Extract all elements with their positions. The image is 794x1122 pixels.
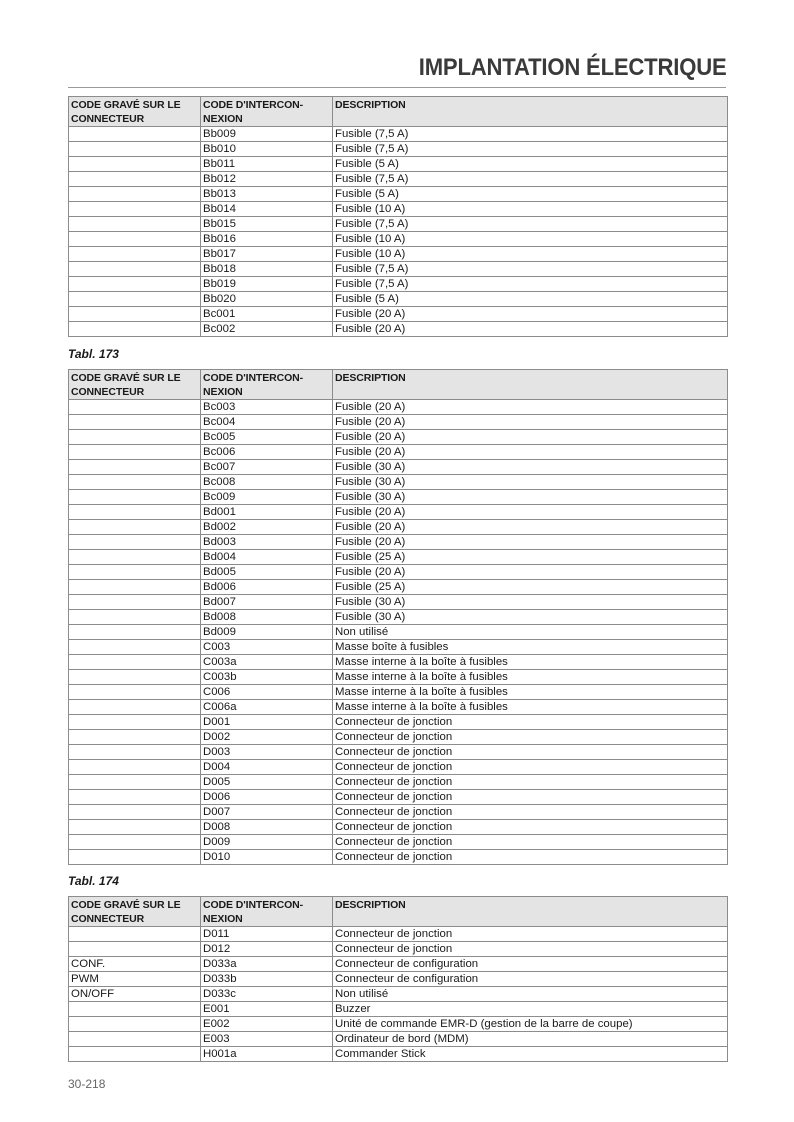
table-row: [69, 292, 728, 307]
description-cell: Fusible (25 A): [333, 580, 728, 595]
interconnection-code-cell: D003: [201, 745, 333, 760]
description-cell: Connecteur de jonction: [333, 820, 728, 835]
interconnection-code-cell: D012: [201, 942, 333, 957]
header-description: DESCRIPTION: [333, 97, 728, 127]
engraved-code-cell: [69, 535, 201, 550]
table-row: [69, 490, 728, 505]
table-row: [69, 610, 728, 625]
interconnection-code-cell: Bd002: [201, 520, 333, 535]
engraved-code-cell: [69, 850, 201, 865]
engraved-code-cell: [69, 430, 201, 445]
engraved-code-cell: [69, 927, 201, 942]
interconnection-code-cell: Bb018: [201, 262, 333, 277]
interconnection-code-cell: Bb017: [201, 247, 333, 262]
interconnection-code-cell: E002: [201, 1017, 333, 1032]
table-row: [69, 232, 728, 247]
table-row: [69, 172, 728, 187]
engraved-code-cell: [69, 262, 201, 277]
interconnection-code-cell: D001: [201, 715, 333, 730]
description-cell: Buzzer: [333, 1002, 728, 1017]
description-cell: Fusible (10 A): [333, 232, 728, 247]
description-cell: Fusible (5 A): [333, 292, 728, 307]
header-interconnection-code: CODE D'INTERCON-NEXION: [201, 97, 333, 127]
engraved-code-cell: [69, 942, 201, 957]
description-cell: Connecteur de jonction: [333, 730, 728, 745]
engraved-code-cell: [69, 1017, 201, 1032]
interconnection-code-cell: C003: [201, 640, 333, 655]
table-row: [69, 262, 728, 277]
table-row: [69, 277, 728, 292]
engraved-code-cell: [69, 247, 201, 262]
header-engraved-code: CODE GRAVÉ SUR LE CONNECTEUR: [69, 897, 201, 927]
interconnection-code-cell: Bb013: [201, 187, 333, 202]
engraved-code-cell: [69, 127, 201, 142]
description-cell: Connecteur de jonction: [333, 850, 728, 865]
description-cell: Connecteur de jonction: [333, 805, 728, 820]
description-cell: Connecteur de jonction: [333, 927, 728, 942]
engraved-code-cell: [69, 1032, 201, 1047]
interconnection-code-cell: Bb009: [201, 127, 333, 142]
connector-table: [68, 369, 728, 865]
table-row: [69, 565, 728, 580]
description-cell: Connecteur de jonction: [333, 835, 728, 850]
description-cell: Fusible (7,5 A): [333, 142, 728, 157]
engraved-code-cell: [69, 670, 201, 685]
table-header-row: [69, 897, 728, 927]
description-cell: Fusible (5 A): [333, 187, 728, 202]
table-row: [69, 655, 728, 670]
table-row: [69, 1017, 728, 1032]
header-description: DESCRIPTION: [333, 370, 728, 400]
table-row: [69, 700, 728, 715]
description-cell: Fusible (30 A): [333, 490, 728, 505]
interconnection-code-cell: Bd004: [201, 550, 333, 565]
table-row: [69, 1032, 728, 1047]
interconnection-code-cell: D008: [201, 820, 333, 835]
description-cell: Fusible (20 A): [333, 565, 728, 580]
engraved-code-cell: [69, 1002, 201, 1017]
interconnection-code-cell: Bb011: [201, 157, 333, 172]
table-row: [69, 157, 728, 172]
description-cell: Fusible (10 A): [333, 202, 728, 217]
interconnection-code-cell: Bc008: [201, 475, 333, 490]
engraved-code-cell: [69, 580, 201, 595]
interconnection-code-cell: Bd007: [201, 595, 333, 610]
table-row: [69, 142, 728, 157]
page-number: 30-218: [68, 1077, 106, 1091]
description-cell: Unité de commande EMR-D (gestion de la barre de coupe): [333, 1017, 728, 1032]
description-cell: Masse interne à la boîte à fusibles: [333, 655, 728, 670]
interconnection-code-cell: Bd008: [201, 610, 333, 625]
interconnection-code-cell: D006: [201, 790, 333, 805]
table-row: [69, 942, 728, 957]
engraved-code-cell: [69, 700, 201, 715]
table-row: [69, 580, 728, 595]
description-cell: Fusible (30 A): [333, 595, 728, 610]
interconnection-code-cell: Bb020: [201, 292, 333, 307]
description-cell: Fusible (20 A): [333, 415, 728, 430]
description-cell: Masse boîte à fusibles: [333, 640, 728, 655]
table-row: [69, 595, 728, 610]
description-cell: Fusible (10 A): [333, 247, 728, 262]
engraved-code-cell: [69, 322, 201, 337]
engraved-code-cell: [69, 142, 201, 157]
description-cell: Non utilisé: [333, 625, 728, 640]
interconnection-code-cell: Bc004: [201, 415, 333, 430]
engraved-code-cell: [69, 775, 201, 790]
description-cell: Connecteur de jonction: [333, 942, 728, 957]
interconnection-code-cell: Bb014: [201, 202, 333, 217]
description-cell: Fusible (20 A): [333, 535, 728, 550]
title-divider: [68, 87, 726, 88]
description-cell: Fusible (25 A): [333, 550, 728, 565]
engraved-code-cell: [69, 475, 201, 490]
description-cell: Fusible (7,5 A): [333, 217, 728, 232]
table-header-row: [69, 370, 728, 400]
interconnection-code-cell: D033c: [201, 987, 333, 1002]
description-cell: Connecteur de jonction: [333, 745, 728, 760]
engraved-code-cell: [69, 685, 201, 700]
description-cell: Masse interne à la boîte à fusibles: [333, 700, 728, 715]
interconnection-code-cell: D002: [201, 730, 333, 745]
table-row: [69, 730, 728, 745]
engraved-code-cell: [69, 550, 201, 565]
table-row: [69, 187, 728, 202]
description-cell: Connecteur de jonction: [333, 760, 728, 775]
interconnection-code-cell: C006a: [201, 700, 333, 715]
description-cell: Fusible (20 A): [333, 307, 728, 322]
table-row: [69, 445, 728, 460]
description-cell: Connecteur de configuration: [333, 972, 728, 987]
engraved-code-cell: [69, 595, 201, 610]
description-cell: Fusible (20 A): [333, 400, 728, 415]
description-cell: Connecteur de configuration: [333, 957, 728, 972]
description-cell: Fusible (20 A): [333, 322, 728, 337]
table-row: [69, 987, 728, 1002]
table-row: [69, 520, 728, 535]
engraved-code-cell: [69, 445, 201, 460]
table-row: [69, 430, 728, 445]
engraved-code-cell: [69, 655, 201, 670]
engraved-code-cell: CONF.: [69, 957, 201, 972]
interconnection-code-cell: Bd001: [201, 505, 333, 520]
interconnection-code-cell: D004: [201, 760, 333, 775]
interconnection-code-cell: C006: [201, 685, 333, 700]
connector-table: [68, 896, 728, 1062]
table-row: [69, 217, 728, 232]
table-row: [69, 307, 728, 322]
description-cell: Masse interne à la boîte à fusibles: [333, 685, 728, 700]
description-cell: Connecteur de jonction: [333, 775, 728, 790]
engraved-code-cell: [69, 460, 201, 475]
interconnection-code-cell: D011: [201, 927, 333, 942]
interconnection-code-cell: D033b: [201, 972, 333, 987]
interconnection-code-cell: Bc002: [201, 322, 333, 337]
table-row: [69, 322, 728, 337]
engraved-code-cell: [69, 610, 201, 625]
table-row: [69, 715, 728, 730]
table-header-row: [69, 97, 728, 127]
interconnection-code-cell: Bb015: [201, 217, 333, 232]
table-row: [69, 745, 728, 760]
table-row: [69, 850, 728, 865]
engraved-code-cell: ON/OFF: [69, 987, 201, 1002]
header-interconnection-code: CODE D'INTERCON-NEXION: [201, 370, 333, 400]
interconnection-code-cell: Bc001: [201, 307, 333, 322]
interconnection-code-cell: Bb010: [201, 142, 333, 157]
interconnection-code-cell: C003b: [201, 670, 333, 685]
table-row: [69, 760, 728, 775]
table-row: [69, 670, 728, 685]
description-cell: Fusible (20 A): [333, 445, 728, 460]
engraved-code-cell: [69, 277, 201, 292]
engraved-code-cell: [69, 520, 201, 535]
table-row: [69, 790, 728, 805]
interconnection-code-cell: Bc003: [201, 400, 333, 415]
engraved-code-cell: [69, 157, 201, 172]
description-cell: Masse interne à la boîte à fusibles: [333, 670, 728, 685]
description-cell: Fusible (7,5 A): [333, 127, 728, 142]
description-cell: Fusible (7,5 A): [333, 172, 728, 187]
description-cell: Ordinateur de bord (MDM): [333, 1032, 728, 1047]
description-cell: Fusible (20 A): [333, 430, 728, 445]
table-row: [69, 640, 728, 655]
interconnection-code-cell: D033a: [201, 957, 333, 972]
interconnection-code-cell: Bc007: [201, 460, 333, 475]
engraved-code-cell: PWM: [69, 972, 201, 987]
table-row: [69, 835, 728, 850]
table-row: [69, 1047, 728, 1062]
engraved-code-cell: [69, 187, 201, 202]
interconnection-code-cell: Bb019: [201, 277, 333, 292]
table-row: [69, 247, 728, 262]
table-caption: Tabl. 174: [68, 874, 119, 888]
table-row: [69, 625, 728, 640]
interconnection-code-cell: Bc009: [201, 490, 333, 505]
interconnection-code-cell: Bd006: [201, 580, 333, 595]
description-cell: Fusible (5 A): [333, 157, 728, 172]
table-row: [69, 475, 728, 490]
engraved-code-cell: [69, 565, 201, 580]
interconnection-code-cell: D010: [201, 850, 333, 865]
table-row: [69, 1002, 728, 1017]
interconnection-code-cell: Bb012: [201, 172, 333, 187]
engraved-code-cell: [69, 640, 201, 655]
engraved-code-cell: [69, 202, 201, 217]
engraved-code-cell: [69, 217, 201, 232]
interconnection-code-cell: D009: [201, 835, 333, 850]
table-row: [69, 805, 728, 820]
interconnection-code-cell: E001: [201, 1002, 333, 1017]
engraved-code-cell: [69, 172, 201, 187]
header-engraved-code: CODE GRAVÉ SUR LE CONNECTEUR: [69, 370, 201, 400]
engraved-code-cell: [69, 730, 201, 745]
interconnection-code-cell: D005: [201, 775, 333, 790]
description-cell: Fusible (7,5 A): [333, 277, 728, 292]
interconnection-code-cell: C003a: [201, 655, 333, 670]
header-description: DESCRIPTION: [333, 897, 728, 927]
engraved-code-cell: [69, 625, 201, 640]
table-row: [69, 400, 728, 415]
interconnection-code-cell: Bd005: [201, 565, 333, 580]
description-cell: Connecteur de jonction: [333, 715, 728, 730]
page-title: IMPLANTATION ÉLECTRIQUE: [418, 54, 726, 81]
engraved-code-cell: [69, 745, 201, 760]
connector-table: [68, 96, 728, 337]
interconnection-code-cell: H001a: [201, 1047, 333, 1062]
description-cell: Fusible (30 A): [333, 475, 728, 490]
table-row: [69, 202, 728, 217]
interconnection-code-cell: E003: [201, 1032, 333, 1047]
engraved-code-cell: [69, 835, 201, 850]
description-cell: Fusible (7,5 A): [333, 262, 728, 277]
header-engraved-code: CODE GRAVÉ SUR LE CONNECTEUR: [69, 97, 201, 127]
engraved-code-cell: [69, 760, 201, 775]
table-row: [69, 972, 728, 987]
table-row: [69, 927, 728, 942]
interconnection-code-cell: Bd009: [201, 625, 333, 640]
engraved-code-cell: [69, 715, 201, 730]
description-cell: Fusible (20 A): [333, 505, 728, 520]
description-cell: Connecteur de jonction: [333, 790, 728, 805]
engraved-code-cell: [69, 415, 201, 430]
header-interconnection-code: CODE D'INTERCON-NEXION: [201, 897, 333, 927]
engraved-code-cell: [69, 1047, 201, 1062]
table-row: [69, 957, 728, 972]
engraved-code-cell: [69, 820, 201, 835]
interconnection-code-cell: D007: [201, 805, 333, 820]
description-cell: Fusible (30 A): [333, 460, 728, 475]
interconnection-code-cell: Bc006: [201, 445, 333, 460]
description-cell: Fusible (30 A): [333, 610, 728, 625]
interconnection-code-cell: Bc005: [201, 430, 333, 445]
engraved-code-cell: [69, 400, 201, 415]
table-caption: Tabl. 173: [68, 347, 119, 361]
engraved-code-cell: [69, 790, 201, 805]
engraved-code-cell: [69, 505, 201, 520]
table-row: [69, 460, 728, 475]
table-row: [69, 127, 728, 142]
engraved-code-cell: [69, 805, 201, 820]
engraved-code-cell: [69, 232, 201, 247]
table-row: [69, 820, 728, 835]
engraved-code-cell: [69, 307, 201, 322]
table-row: [69, 550, 728, 565]
description-cell: Fusible (20 A): [333, 520, 728, 535]
table-row: [69, 505, 728, 520]
table-row: [69, 685, 728, 700]
engraved-code-cell: [69, 490, 201, 505]
table-row: [69, 415, 728, 430]
table-row: [69, 775, 728, 790]
description-cell: Non utilisé: [333, 987, 728, 1002]
engraved-code-cell: [69, 292, 201, 307]
interconnection-code-cell: Bb016: [201, 232, 333, 247]
table-row: [69, 535, 728, 550]
description-cell: Commander Stick: [333, 1047, 728, 1062]
interconnection-code-cell: Bd003: [201, 535, 333, 550]
